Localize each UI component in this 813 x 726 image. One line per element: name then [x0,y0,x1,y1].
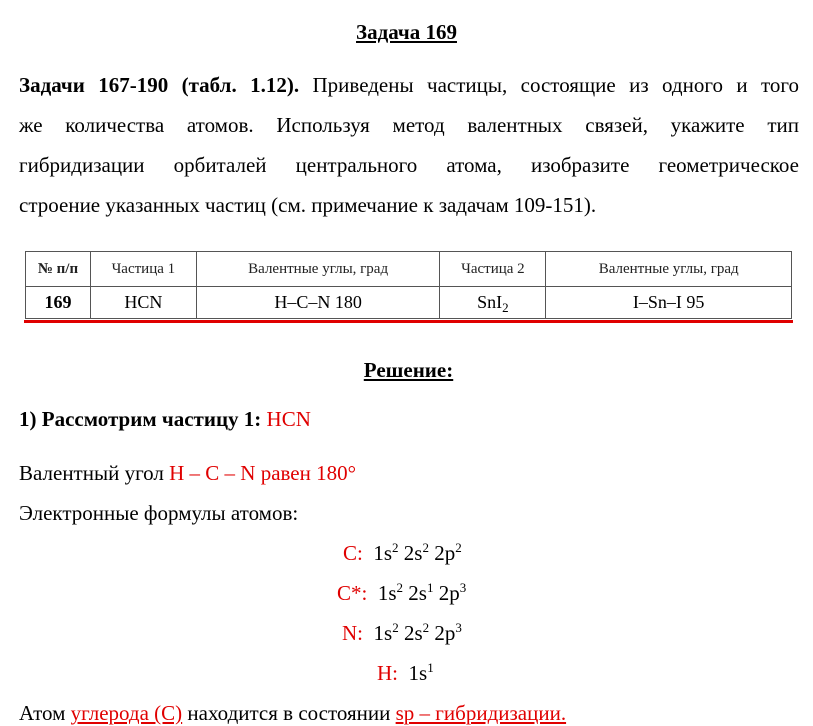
step-1-label: 1) Рассмотрим частицу 1: [19,407,262,431]
table-row [26,287,792,319]
header-angles-2: Валентные углы, град [546,252,792,287]
formula-atom: C: [343,541,363,565]
task-statement [19,65,799,225]
statement-text: Приведены частицы, состоящие из одного и того [299,73,799,97]
header-particle-2: Частица 2 [440,252,546,287]
solution-title: Решение: [363,358,454,382]
cell-particle-1: HCN [90,287,196,319]
table-underline [24,320,793,323]
cell-particle-2 [440,287,546,319]
header-particle-1: Частица 1 [90,252,196,287]
formula-atom: N: [342,621,363,645]
hybridization-line: Атом углерода (С) находится в состоянии sp – гибридизации. [19,701,567,725]
formula-atom: H: [377,661,398,685]
header-number: № п/п [26,252,91,287]
formula-config: $1s^2$ $2s^2$ $2p^3$ [373,620,462,645]
task-range-label: Задачи 167-190 (табл. 1.12). [19,73,300,97]
valence-angle-prefix: Валентный угол [19,461,170,485]
formula-n [342,621,462,646]
carbon-atom-ref: углерода (С) [70,701,183,725]
particle-2-subscript: 2 [502,300,509,315]
formula-h [377,661,434,686]
task-title: Задача 169 [356,20,457,44]
step-1-particle: HCN [266,407,311,431]
step-1-heading [19,407,311,432]
statement-line-4: строение указанных частиц (см. примечание к задачам 109-151). [19,193,597,217]
valence-angle-value: H – C – N равен 180° [169,461,357,485]
cell-number: 169 [26,287,91,319]
formula-c [343,541,462,566]
valence-angle-line [19,461,356,486]
particle-2-formula: SnI [477,292,503,312]
hybridization-type: sp – гибридизации. [395,701,567,725]
cell-angles-2: I–Sn–I 95 [546,287,792,319]
particles-table [25,251,792,319]
formula-config: $1s^2$ $2s^1$ $2p^3$ [377,580,467,605]
statement-line-1 [19,65,799,105]
formula-config: $1s^2$ $2s^2$ $2p^2$ [373,540,462,565]
formula-c-excited [337,581,466,606]
formula-atom: C*: [337,581,368,605]
electron-formulas-label: Электронные формулы атомов: [19,501,299,525]
cell-angles-1: H–C–N 180 [196,287,440,319]
statement-line-2: же количества атомов. Используя метод валентных связей, укажите тип [19,113,799,137]
header-angles-1: Валентные углы, град [196,252,440,287]
statement-line-3: гибридизации орбиталей центрального атома, изобразите геометрическое [19,153,799,177]
formula-config: $1s^1$ [408,660,434,685]
table-header-row [26,252,792,287]
